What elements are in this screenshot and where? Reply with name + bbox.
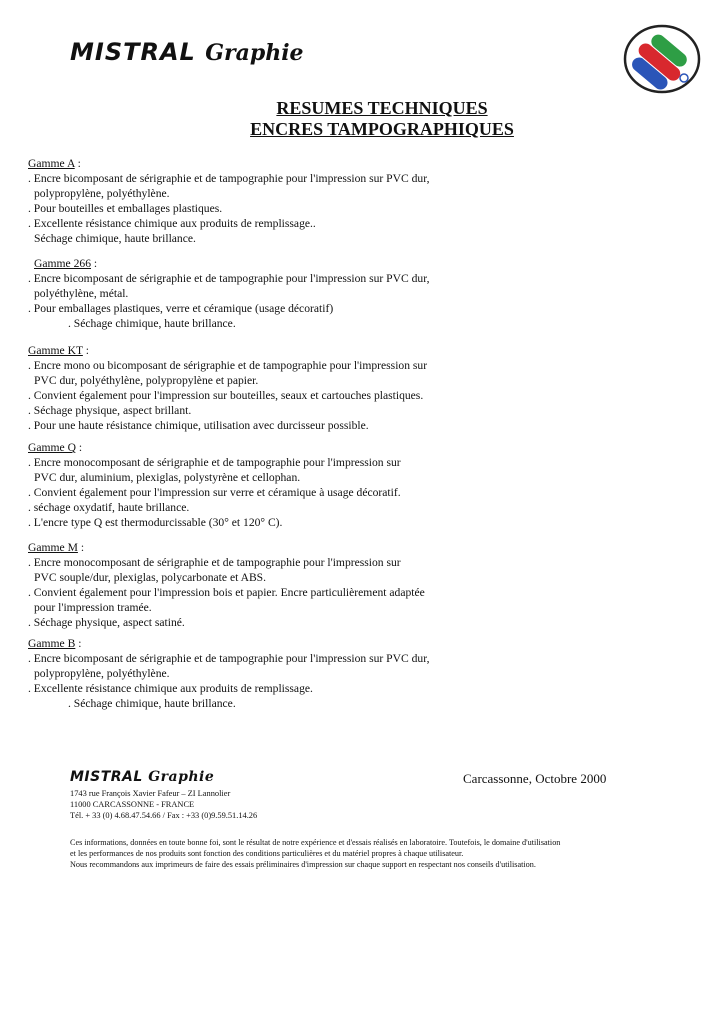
- section-line: . Pour bouteilles et emballages plastiques.: [28, 202, 223, 215]
- disclaimer-line: Nous recommandons aux imprimeurs de faire des essais préliminaires d'impression sur chaque support en respectant nos conseils d'utilisation.: [70, 860, 536, 869]
- address-line: 1743 rue François Xavier Fafeur – ZI Lannolier: [70, 789, 231, 798]
- section-heading: Gamme Q: [28, 441, 76, 454]
- document-date: Carcassonne, Octobre 2000: [463, 771, 607, 786]
- section-heading: Gamme B: [28, 637, 76, 650]
- footer-brand-suffix: Graphie: [148, 769, 215, 785]
- section-heading: Gamme 266: [34, 257, 91, 270]
- section-line: . Pour emballages plastiques, verre et céramique (usage décoratif): [28, 302, 334, 315]
- section-gamme-b: Gamme B : . Encre bicomposant de sérigraphie et de tampographie pour l'impression sur PVC dur, polypropylène, polyéthylène. . Excellente résistance chimique aux produits de remplissage. . Séchage chimique, haute brillance.: [28, 637, 430, 710]
- section-line: . Encre monocomposant de sérigraphie et de tampographie pour l'impression sur: [28, 556, 401, 569]
- brand-name: MISTRAL: [70, 38, 196, 66]
- section-line: . Séchage chimique, haute brillance.: [68, 697, 236, 710]
- company-address: [70, 788, 257, 821]
- page-title-line2: ENCRES TAMPOGRAPHIQUES: [250, 119, 514, 139]
- section-line: PVC souple/dur, plexiglas, polycarbonate et ABS.: [34, 571, 267, 584]
- section-line: . Excellente résistance chimique aux produits de remplissage..: [28, 217, 316, 230]
- footer-brand-name: MISTRAL: [70, 769, 143, 785]
- section-heading: Gamme A: [28, 157, 75, 170]
- section-gamme-kt: Gamme KT : . Encre mono ou bicomposant de sérigraphie et de tampographie pour l'impression sur PVC dur, polyéthylène, polypropylène et papier. . Convient également pour l'impression sur bouteilles, seaux et cartouches plastiques. . Séchage physique, aspect brillant. . Pour une haute résistance chimique, utilisation avec durcisseur possible.: [28, 344, 428, 432]
- section-line: polypropylène, polyéthylène.: [34, 667, 170, 680]
- section-line: Séchage chimique, haute brillance.: [34, 232, 196, 245]
- contact-phone: Tél. + 33 (0) 4.68.47.54.66 / Fax : +33 (0)9.59.51.14.26: [70, 811, 258, 820]
- brand-suffix: Graphie: [205, 40, 304, 66]
- section-gamme-266: Gamme 266 : . Encre bicomposant de sérigraphie et de tampographie pour l'impression sur PVC dur, polyéthylène, métal. . Pour emballages plastiques, verre et céramique (usage décoratif) . Séchage chimique, haute brillance.: [28, 257, 430, 330]
- section-line: . Encre bicomposant de sérigraphie et de tampographie pour l'impression sur PVC dur,: [28, 652, 430, 665]
- footer-brand: [70, 769, 214, 785]
- section-line: . séchage oxydatif, haute brillance.: [28, 501, 190, 514]
- section-gamme-q: Gamme Q : . Encre monocomposant de sérigraphie et de tampographie pour l'impression sur PVC dur, aluminium, plexiglas, polystyrène et cellophan. . Convient également pour l'impression sur verre et céramique à usage décoratif. . séchage oxydatif, haute brillance. . L'encre type Q est thermodurcissable (30° et 120° C).: [28, 441, 401, 529]
- page-title-line1: RESUMES TECHNIQUES: [276, 98, 488, 118]
- section-line: . Convient également pour l'impression sur bouteilles, seaux et cartouches plastiques.: [28, 389, 424, 402]
- section-line: polyéthylène, métal.: [34, 287, 129, 300]
- address-line: 11000 CARCASSONNE - FRANCE: [70, 800, 195, 809]
- section-line: PVC dur, aluminium, plexiglas, polystyrène et cellophan.: [34, 471, 301, 484]
- company-logo-icon: [622, 24, 702, 94]
- section-line: . L'encre type Q est thermodurcissable (30° et 120° C).: [28, 516, 283, 529]
- section-line: . Encre bicomposant de sérigraphie et de tampographie pour l'impression sur PVC dur,: [28, 272, 430, 285]
- section-line: pour l'impression tramée.: [34, 601, 152, 614]
- section-line: . Séchage physique, aspect satiné.: [28, 616, 185, 629]
- brand-logo-text: [70, 38, 304, 66]
- section-line: . Convient également pour l'impression sur verre et céramique à usage décoratif.: [28, 486, 401, 499]
- section-gamme-m: Gamme M : . Encre monocomposant de sérigraphie et de tampographie pour l'impression sur PVC souple/dur, plexiglas, polycarbonate et ABS. . Convient également pour l'impression bois et papier. Encre particulièrement adaptée pour l'impression tramée. . Séchage physique, aspect satiné.: [28, 541, 425, 629]
- section-line: PVC dur, polyéthylène, polypropylène et papier.: [34, 374, 259, 387]
- section-line: . Convient également pour l'impression bois et papier. Encre particulièrement adaptée: [28, 586, 425, 599]
- disclaimer-line: et les performances de nos produits sont fonction des conditions particulières et du matériel propres à chaque utilisateur.: [70, 849, 464, 858]
- section-line: . Encre bicomposant de sérigraphie et de tampographie pour l'impression sur PVC dur,: [28, 172, 430, 185]
- disclaimer-line: Ces informations, données en toute bonne foi, sont le résultat de notre expérience et d'essais réalisés en laboratoire. Toutefois, le domaine d'utilisation: [70, 838, 561, 847]
- section-line: . Encre monocomposant de sérigraphie et de tampographie pour l'impression sur: [28, 456, 401, 469]
- section-heading: Gamme M: [28, 541, 78, 554]
- section-line: . Excellente résistance chimique aux produits de remplissage.: [28, 682, 313, 695]
- section-line: . Encre mono ou bicomposant de sérigraphie et de tampographie pour l'impression sur: [28, 359, 428, 372]
- section-heading: Gamme KT: [28, 344, 83, 357]
- section-line: . Séchage chimique, haute brillance.: [68, 317, 236, 330]
- section-line: . Pour une haute résistance chimique, utilisation avec durcisseur possible.: [28, 419, 369, 432]
- section-line: . Séchage physique, aspect brillant.: [28, 404, 192, 417]
- section-gamme-a: Gamme A : . Encre bicomposant de sérigraphie et de tampographie pour l'impression sur PVC dur, polypropylène, polyéthylène. . Pour bouteilles et emballages plastiques. . Excellente résistance chimique aux produits de remplissage.. Séchage chimique, haute brillance.: [28, 157, 430, 245]
- section-line: polypropylène, polyéthylène.: [34, 187, 170, 200]
- disclaimer: [70, 837, 680, 870]
